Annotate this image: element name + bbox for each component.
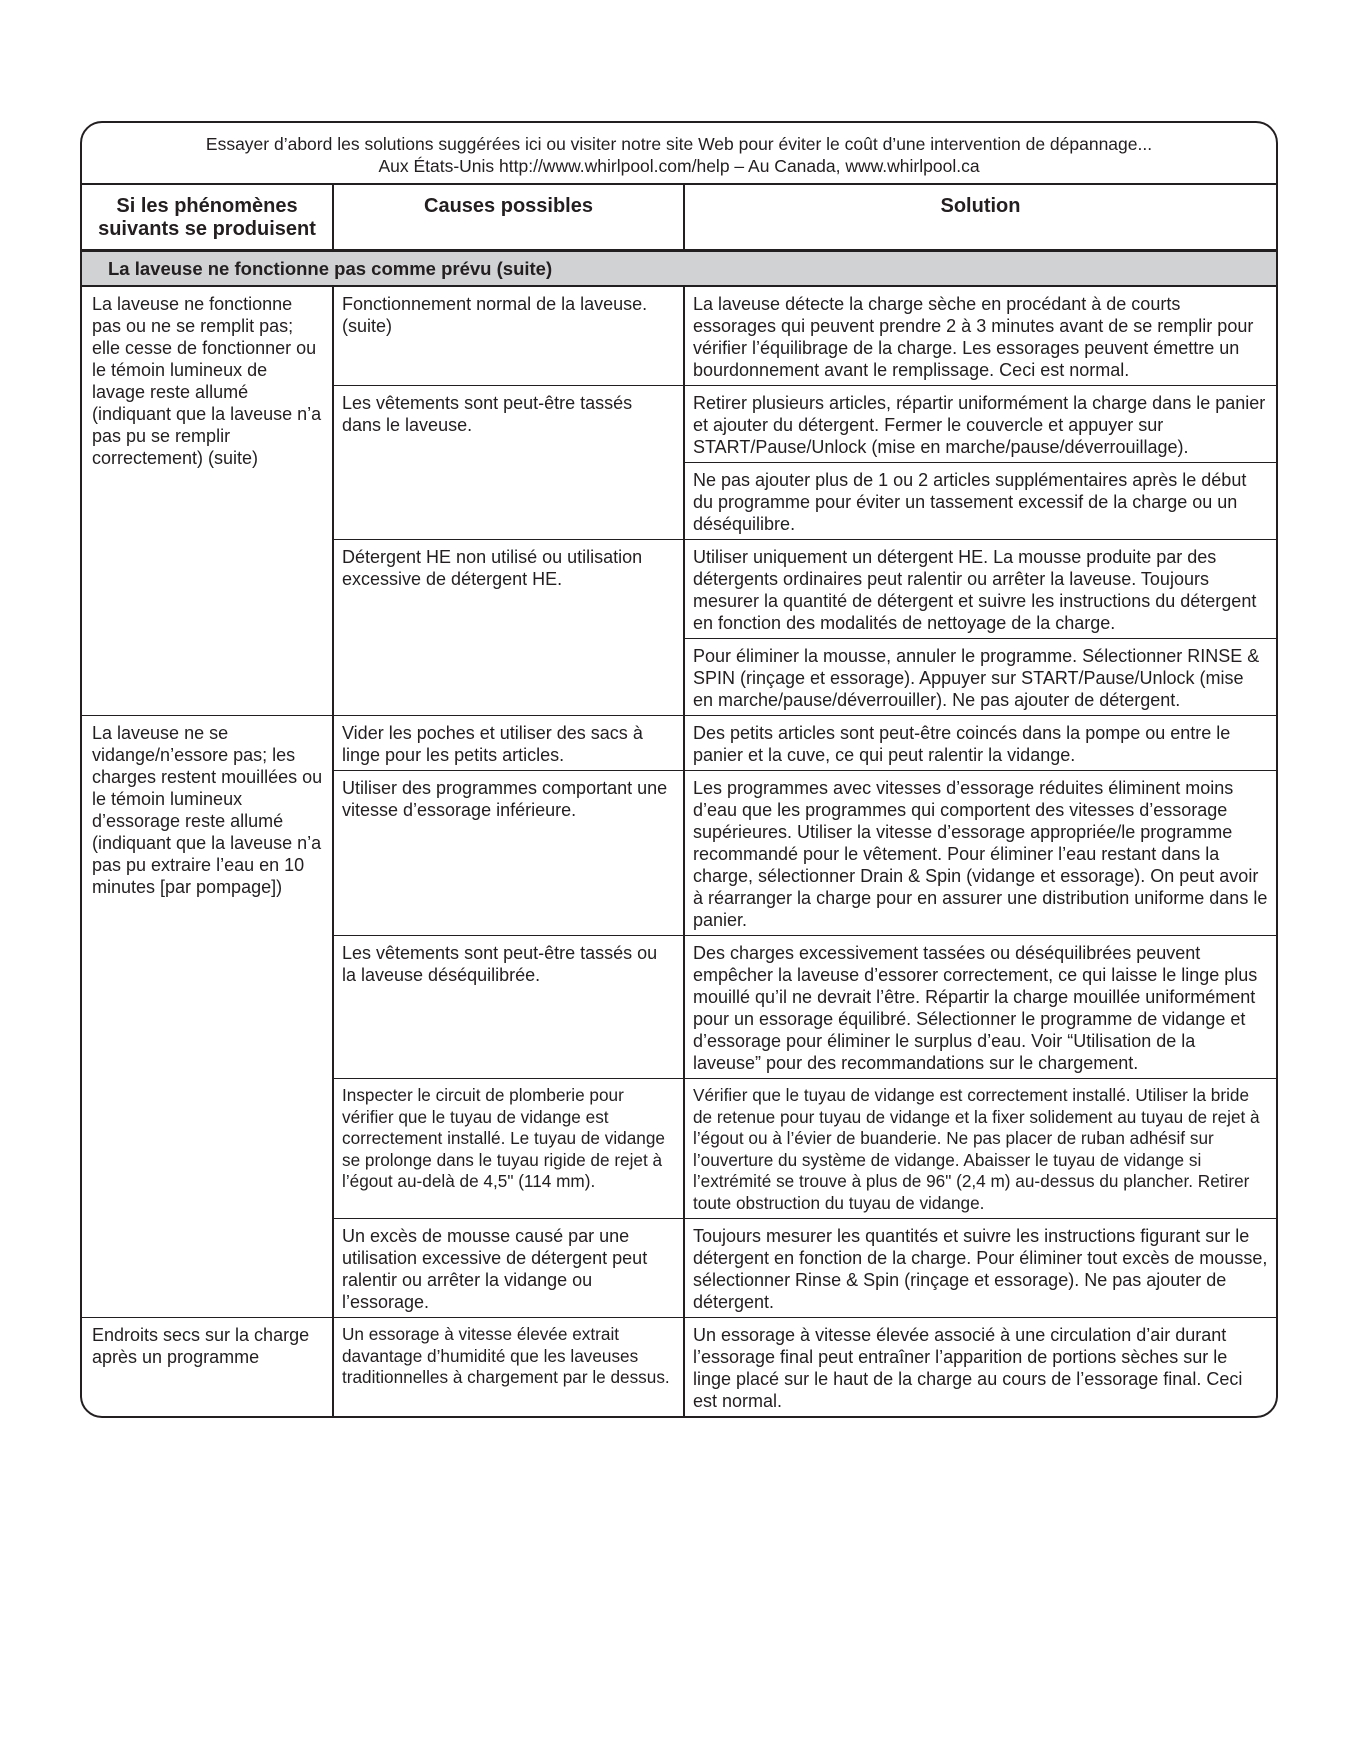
section-row bbox=[82, 251, 1276, 287]
cause-cell: Les vêtements sont peut-être tassés ou la laveuse déséquilibrée. bbox=[333, 936, 684, 1079]
banner-line-2: Aux États-Unis http://www.whirlpool.com/help – Au Canada, www.whirlpool.ca bbox=[378, 156, 980, 176]
solution-cell: Utiliser uniquement un détergent HE. La mousse produite par des détergents ordinaires peut ralentir ou arrêter la laveuse. Toujours mesurer la quantité de détergent et suivre les instructions du détergent en fonction des modalités de nettoyage de la charge. bbox=[684, 540, 1276, 639]
symptom-cell: Endroits secs sur la charge après un programme bbox=[82, 1318, 333, 1417]
table-body bbox=[82, 251, 1276, 1417]
cause-cell: Un excès de mousse causé par une utilisation excessive de détergent peut ralentir ou arrêter la vidange ou l’essorage. bbox=[333, 1219, 684, 1318]
solution-cell: Des petits articles sont peut-être coincés dans la pompe ou entre le panier et la cuve, ce qui peut ralentir la vidange. bbox=[684, 716, 1276, 771]
section-title: La laveuse ne fonctionne pas comme prévu (suite) bbox=[82, 251, 1276, 287]
symptom-cell: La laveuse ne se vidange/n’essore pas; les charges restent mouillées ou le témoin lumineux d’essorage reste allumé (indiquant que la laveuse n’a pas pu extraire l’eau en 10 minutes [par pompage]) bbox=[82, 716, 333, 1318]
help-banner bbox=[82, 123, 1276, 185]
cause-cell: Détergent HE non utilisé ou utilisation excessive de détergent HE. bbox=[333, 540, 684, 716]
cause-cell: Vider les poches et utiliser des sacs à linge pour les petits articles. bbox=[333, 716, 684, 771]
solution-cell: Toujours mesurer les quantités et suivre les instructions figurant sur le détergent en fonction de la charge. Pour éliminer tout excès de mousse, sélectionner Rinse & Spin (rinçage et essorage). Ne pas ajouter de détergent. bbox=[684, 1219, 1276, 1318]
solution-cell: Vérifier que le tuyau de vidange est correctement installé. Utiliser la bride de retenue pour tuyau de vidange et la fixer solidement au tuyau de rejet à l’égout ou à l’évier de buanderie. Ne pas placer de ruban adhésif sur l’ouverture du système de vidange. Abaisser le tuyau de vidange si l’extrémité se trouve à plus de 96" (2,4 m) au-dessus du plancher. Retirer toute obstruction du tuyau de vidange. bbox=[684, 1079, 1276, 1219]
solution-cell: Ne pas ajouter plus de 1 ou 2 articles supplémentaires après le début du programme pour éviter un tassement excessif de la charge ou un déséquilibre. bbox=[684, 463, 1276, 540]
cause-cell: Fonctionnement normal de la laveuse. (suite) bbox=[333, 286, 684, 386]
cause-cell: Un essorage à vitesse élevée extrait davantage d’humidité que les laveuses traditionnelles à chargement par le dessus. bbox=[333, 1318, 684, 1417]
header-solution: Solution bbox=[940, 195, 1021, 217]
header-causes: Causes possibles bbox=[333, 185, 684, 251]
table-row bbox=[82, 1318, 1276, 1417]
solution-cell: Un essorage à vitesse élevée associé à une circulation d’air durant l’essorage final peut entraîner l’apparition de portions sèches sur le linge placé sur le haut de la charge au cours de l’essorage final. Ceci est normal. bbox=[693, 1325, 1243, 1411]
banner-line-1: Essayer d’abord les solutions suggérées ici ou visiter notre site Web pour éviter le coût d’une intervention de dépannage... bbox=[205, 134, 1153, 154]
solution-cell: Pour éliminer la mousse, annuler le programme. Sélectionner RINSE & SPIN (rinçage et essorage). Appuyer sur START/Pause/Unlock (mise en marche/pause/déverrouiller). Ne pas ajouter de détergent. bbox=[684, 639, 1276, 716]
troubleshooting-table bbox=[82, 185, 1276, 1416]
troubleshooting-frame bbox=[80, 121, 1278, 1418]
solution-cell: La laveuse détecte la charge sèche en procédant à de courts essorages qui peuvent prendre 2 à 3 minutes avant de se remplir pour vérifier l’équilibrage de la charge. Les essorages peuvent émettre un bourdonnement avant le remplissage. Ceci est normal. bbox=[684, 286, 1276, 386]
header-row bbox=[82, 185, 1276, 251]
table-row bbox=[82, 716, 1276, 771]
cause-cell: Les vêtements sont peut-être tassés dans le laveuse. bbox=[333, 386, 684, 540]
header-symptoms: Si les phénomènes suivants se produisent bbox=[82, 185, 333, 251]
solution-cell: Des charges excessivement tassées ou déséquilibrées peuvent empêcher la laveuse d’essorer correctement, ce qui laisse le linge plus mouillé qu’il ne devrait l’être. Répartir la charge mouillée uniformément pour un essorage équilibré. Sélectionner le programme de vidange et d’essorage pour éliminer le surplus d’eau. Voir “Utilisation de la laveuse” pour des recommandations sur le chargement. bbox=[684, 936, 1276, 1079]
cause-cell: Inspecter le circuit de plomberie pour vérifier que le tuyau de vidange est correctement installé. Le tuyau de vidange se prolonge dans le tuyau rigide de rejet à l’égout au-delà de 4,5" (114 mm). bbox=[333, 1079, 684, 1219]
table-row bbox=[82, 286, 1276, 386]
solution-cell: Retirer plusieurs articles, répartir uniformément la charge dans le panier et ajouter du détergent. Fermer le couvercle et appuyer sur START/Pause/Unlock (mise en marche/pause/déverrouillage). bbox=[684, 386, 1276, 463]
cause-cell: Utiliser des programmes comportant une vitesse d’essorage inférieure. bbox=[333, 771, 684, 936]
symptom-cell: La laveuse ne fonctionne pas ou ne se remplit pas; elle cesse de fonctionner ou le témoin lumineux de lavage reste allumé (indiquant que la laveuse n’a pas pu se remplir correctement) (suite) bbox=[82, 286, 333, 716]
solution-cell: Les programmes avec vitesses d’essorage réduites éliminent moins d’eau que les programmes qui comportent des vitesses d’essorage supérieures. Utiliser la vitesse d’essorage appropriée/le programme recommandé pour le vêtement. Pour éliminer l’eau restant dans la charge, sélectionner Drain & Spin (vidange et essorage). On peut avoir à réarranger la charge pour en assurer une distribution uniforme dans le panier. bbox=[684, 771, 1276, 936]
